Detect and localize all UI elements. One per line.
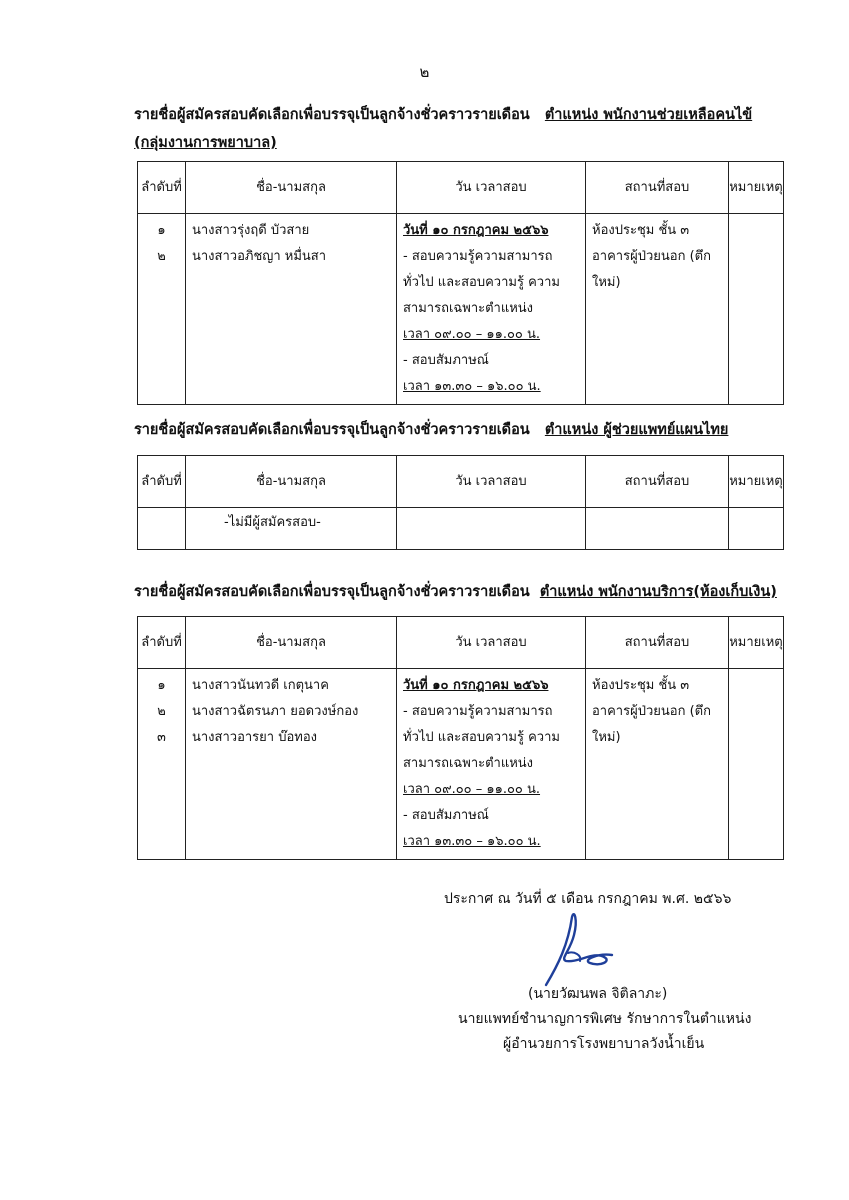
order-number: ๒ (157, 249, 166, 264)
exam-date: วันที่ ๑๐ กรกฎาคม ๒๕๖๖ (403, 223, 549, 238)
name-cell (186, 214, 397, 405)
section3-heading (134, 580, 777, 604)
order-cell (138, 508, 186, 550)
place-cell (586, 669, 729, 860)
signature-image (538, 905, 628, 990)
exam-time-interview: เวลา ๑๓.๓๐ – ๑๖.๐๐ น. (403, 834, 541, 849)
applicant-name: นางสาวอภิชญา หมื่นสา (192, 249, 327, 264)
datetime-cell (397, 669, 586, 860)
page-number: ๒ (419, 63, 430, 81)
name-cell (186, 669, 397, 860)
header-remark: หมายเหตุ (729, 456, 784, 508)
exam-time-written: เวลา ๐๙.๐๐ – ๑๑.๐๐ น. (403, 327, 541, 342)
section3-heading-position: ตำแหน่ง พนักงานบริการ(ห้องเก็บเงิน) (539, 584, 777, 600)
section3-heading-text: รายชื่อผู้สมัครสอบคัดเลือกเพื่อบรรจุเป็นลูกจ้างชั่วคราวรายเดือน (134, 584, 530, 600)
header-order: ลำดับที่ (138, 162, 186, 214)
section1-heading-text: รายชื่อผู้สมัครสอบคัดเลือกเพื่อบรรจุเป็นลูกจ้างชั่วคราวรายเดือน (134, 107, 530, 123)
section1-heading-group: (กลุ่มงานการพยาบาล) (134, 135, 277, 151)
exam-written: - สอบความรู้ความสามารถ ทั่วไป และสอบความรู้ ความสามารถเฉพาะตำแหน่ง (403, 249, 560, 316)
datetime-cell (397, 508, 586, 550)
header-name: ชื่อ-นามสกุล (186, 617, 397, 669)
name-cell (186, 508, 397, 550)
remark-cell (729, 214, 784, 405)
order-number: ๑ (157, 678, 166, 693)
remark-cell (729, 669, 784, 860)
header-datetime: วัน เวลาสอบ (397, 456, 586, 508)
applicant-name: นางสาวรุ่งฤดี บัวสาย (192, 223, 310, 238)
exam-time-interview: เวลา ๑๓.๓๐ – ๑๖.๐๐ น. (403, 379, 541, 394)
section2-table (137, 455, 784, 550)
table-row (138, 669, 784, 860)
table-header-row (138, 617, 784, 669)
section1-heading-position: ตำแหน่ง พนักงานช่วยเหลือคนไข้ (544, 107, 753, 123)
applicant-name: นางสาวอารยา บ๊อทอง (192, 730, 317, 745)
header-order: ลำดับที่ (138, 617, 186, 669)
table-row (138, 508, 784, 550)
order-cell (138, 214, 186, 405)
section1-table (137, 161, 784, 405)
place-cell (586, 214, 729, 405)
applicant-name: นางสาวนันทวดี เกตุนาค (192, 678, 329, 693)
applicant-name: นางสาวฉัตรนภา ยอดวงษ์กอง (192, 704, 359, 719)
remark-cell (729, 508, 784, 550)
table-row (138, 214, 784, 405)
announcement-date: ประกาศ ณ วันที่ ๕ เดือน กรกฎาคม พ.ศ. ๒๕๖๖ (444, 891, 732, 907)
exam-time-written: เวลา ๐๙.๐๐ – ๑๑.๐๐ น. (403, 782, 541, 797)
header-name: ชื่อ-นามสกุล (186, 456, 397, 508)
exam-interview: - สอบสัมภาษณ์ (403, 808, 489, 823)
order-number: ๒ (157, 704, 166, 719)
signer-office: ผู้อำนวยการโรงพยาบาลวังน้ำเย็น (503, 1036, 705, 1052)
section1-heading (134, 103, 752, 127)
header-datetime: วัน เวลาสอบ (397, 162, 586, 214)
header-place: สถานที่สอบ (586, 617, 729, 669)
table-header-row (138, 456, 784, 508)
header-datetime: วัน เวลาสอบ (397, 617, 586, 669)
exam-interview: - สอบสัมภาษณ์ (403, 353, 489, 368)
section2-heading-position: ตำแหน่ง ผู้ช่วยแพทย์แผนไทย (544, 422, 729, 438)
table-header-row (138, 162, 784, 214)
exam-written: - สอบความรู้ความสามารถ ทั่วไป และสอบความรู้ ความสามารถเฉพาะตำแหน่ง (403, 704, 560, 771)
no-applicants-text: -ไม่มีผู้สมัครสอบ- (224, 515, 321, 530)
exam-place: ห้องประชุม ชั้น ๓ อาคารผู้ป่วยนอก (ตึกใหม่) (592, 678, 711, 745)
header-remark: หมายเหตุ (729, 617, 784, 669)
header-name: ชื่อ-นามสกุล (186, 162, 397, 214)
order-number: ๑ (157, 223, 166, 238)
section2-heading (134, 418, 728, 442)
place-cell (586, 508, 729, 550)
order-cell (138, 669, 186, 860)
header-place: สถานที่สอบ (586, 162, 729, 214)
header-order: ลำดับที่ (138, 456, 186, 508)
order-number: ๓ (157, 730, 166, 745)
header-remark: หมายเหตุ (729, 162, 784, 214)
datetime-cell (397, 214, 586, 405)
exam-place: ห้องประชุม ชั้น ๓ อาคารผู้ป่วยนอก (ตึกใหม่) (592, 223, 711, 290)
section3-table (137, 616, 784, 860)
exam-date: วันที่ ๑๐ กรกฎาคม ๒๕๖๖ (403, 678, 549, 693)
section2-heading-text: รายชื่อผู้สมัครสอบคัดเลือกเพื่อบรรจุเป็นลูกจ้างชั่วคราวรายเดือน (134, 422, 530, 438)
header-place: สถานที่สอบ (586, 456, 729, 508)
signer-name: (นายวัฒนพล จิติลาภะ) (528, 986, 668, 1002)
signer-title: นายแพทย์ชำนาญการพิเศษ รักษาการในตำแหน่ง (458, 1011, 752, 1027)
